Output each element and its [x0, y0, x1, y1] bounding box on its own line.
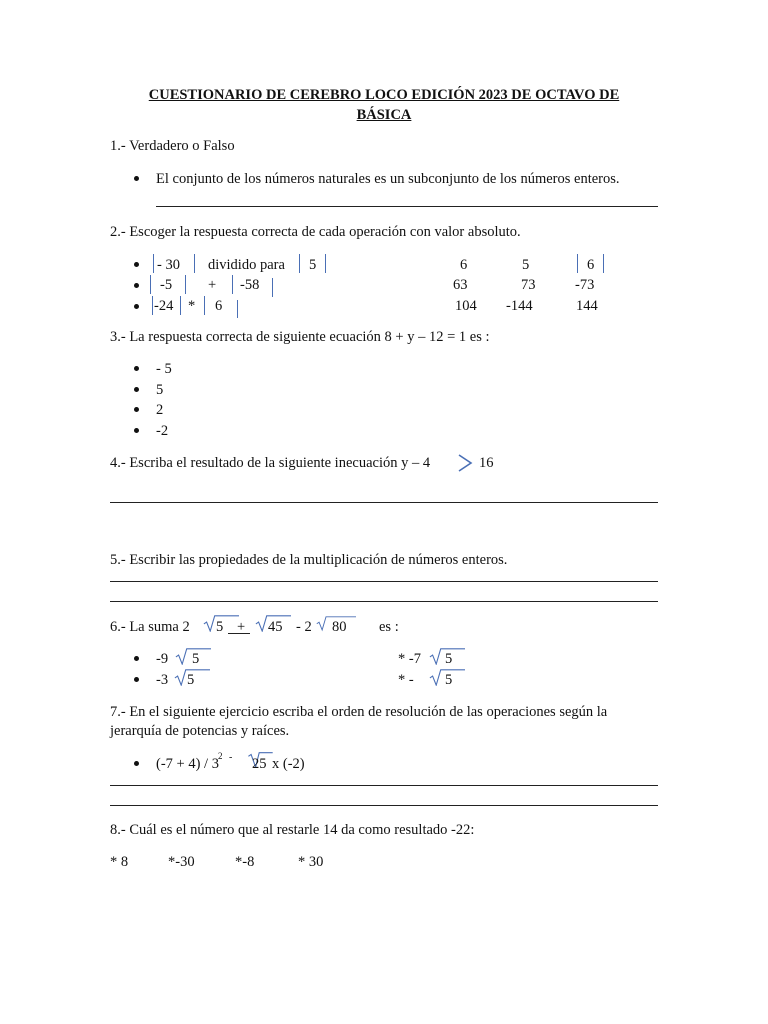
- q2-row2-opt3[interactable]: -73: [575, 277, 595, 293]
- bullet: [134, 677, 139, 682]
- bullet: [134, 387, 139, 392]
- question-7-line2: jerarquía de potencias y raíces.: [110, 723, 290, 739]
- question-5-label: 5.- Escribir las propiedades de la multiplicación de números enteros.: [110, 552, 508, 568]
- bullet: [134, 407, 139, 412]
- answer-line[interactable]: [110, 785, 658, 786]
- abs-bar: [150, 275, 151, 294]
- q2-row2-opt2[interactable]: 73: [521, 277, 536, 293]
- bullet: [134, 428, 139, 433]
- answer-line[interactable]: [110, 805, 658, 806]
- abs-bar: [180, 296, 181, 315]
- bullet: [134, 262, 139, 267]
- answer-line[interactable]: [110, 502, 658, 503]
- abs-bar: [299, 254, 300, 273]
- q6-option-c-coef[interactable]: * -7: [398, 651, 421, 667]
- q6-option-d-coef[interactable]: * -: [398, 672, 414, 688]
- q6-option-d-rad: 5: [445, 672, 453, 688]
- q6-option-a-rad: 5: [192, 651, 200, 667]
- q7-expression-start: (-7 + 4) / 3: [156, 756, 219, 772]
- abs-bar: [194, 254, 195, 273]
- question-1-statement: El conjunto de los números naturales es un subconjunto de los números enteros.: [156, 171, 620, 187]
- question-6-label-start: 6.- La suma 2: [110, 619, 190, 635]
- q3-option-4[interactable]: -2: [156, 423, 169, 439]
- q6-plus: +: [237, 619, 246, 635]
- bullet: [134, 761, 139, 766]
- q6-option-c-rad: 5: [445, 651, 453, 667]
- bullet: [134, 304, 139, 309]
- page-title: CUESTIONARIO DE CEREBRO LOCO EDICIÓN 2023 DE OCTAVO DE: [148, 87, 620, 103]
- q2-row2-opt1[interactable]: 63: [453, 277, 468, 293]
- abs-bar: [237, 300, 238, 318]
- answer-line[interactable]: [156, 206, 658, 207]
- question-7-line1: 7.- En el siguiente ejercicio escriba el orden de resolución de las operaciones según la: [110, 704, 608, 720]
- q2-row3-opt1[interactable]: 104: [455, 298, 477, 314]
- abs-bar: [185, 275, 186, 294]
- question-4-label: 4.- Escriba el resultado de la siguiente inecuación y – 4: [110, 455, 431, 471]
- q6-option-a-coef[interactable]: -9: [156, 651, 169, 667]
- question-4-rhs: 16: [479, 455, 494, 471]
- q2-row1-opt1[interactable]: 6: [460, 257, 468, 273]
- bullet: [134, 656, 139, 661]
- answer-line[interactable]: [110, 581, 658, 582]
- question-2-label: 2.- Escoger la respuesta correcta de cada operación con valor absoluto.: [110, 224, 521, 240]
- bullet: [134, 283, 139, 288]
- q8-option-3[interactable]: *-8: [235, 854, 255, 870]
- q6-option-b-coef[interactable]: -3: [156, 672, 169, 688]
- q7-dash: -: [229, 752, 233, 763]
- abs-bar: [272, 278, 273, 297]
- q2-row3-opt2[interactable]: -144: [506, 298, 533, 314]
- abs-bar: [232, 275, 233, 294]
- abs-bar: [152, 296, 153, 315]
- q2-row1-a: - 30: [157, 257, 180, 273]
- abs-bar: [577, 254, 578, 273]
- q6-radicand-1: 5: [216, 619, 224, 635]
- q7-radicand: 25: [252, 756, 267, 772]
- question-6-label-end: es :: [379, 619, 399, 635]
- q2-row2-b: -58: [240, 277, 260, 293]
- page-title-line2: BÁSICA: [356, 107, 412, 123]
- q2-row3-b: 6: [215, 298, 223, 314]
- greater-than-icon: [457, 454, 473, 472]
- q3-option-2[interactable]: 5: [156, 382, 164, 398]
- q3-option-3[interactable]: 2: [156, 402, 164, 418]
- q8-option-2[interactable]: *-30: [168, 854, 195, 870]
- q2-row2-op: +: [208, 277, 217, 293]
- question-8-label: 8.- Cuál es el número que al restarle 14 da como resultado -22:: [110, 822, 475, 838]
- q2-row1-opt2[interactable]: 5: [522, 257, 530, 273]
- abs-bar: [153, 254, 154, 273]
- q2-row1-b: 5: [309, 257, 317, 273]
- bullet: [134, 366, 139, 371]
- bullet: [134, 176, 139, 181]
- q2-row3-a: -24: [154, 298, 174, 314]
- q8-option-4[interactable]: * 30: [298, 854, 324, 870]
- abs-bar: [325, 254, 326, 273]
- q6-radicand-3: 80: [332, 619, 347, 635]
- q2-row1-op: dividido para: [208, 257, 285, 273]
- q7-expression-end: x (-2): [272, 756, 305, 772]
- q7-exponent: 2: [218, 751, 223, 761]
- q2-row3-op: *: [188, 298, 196, 314]
- q2-row3-opt3[interactable]: 144: [576, 298, 598, 314]
- q8-option-1[interactable]: * 8: [110, 854, 129, 870]
- q6-minus: - 2: [296, 619, 312, 635]
- q6-option-b-rad: 5: [187, 672, 195, 688]
- abs-bar: [603, 254, 604, 273]
- underline: [228, 633, 250, 634]
- q2-row1-opt3[interactable]: 6: [587, 257, 595, 273]
- answer-line[interactable]: [110, 601, 658, 602]
- q3-option-1[interactable]: - 5: [156, 361, 172, 377]
- abs-bar: [204, 296, 205, 315]
- question-3-label: 3.- La respuesta correcta de siguiente ecuación 8 + y – 12 = 1 es :: [110, 329, 490, 345]
- q6-radicand-2: 45: [268, 619, 283, 635]
- question-1-label: 1.- Verdadero o Falso: [110, 138, 235, 154]
- q2-row2-a: -5: [160, 277, 173, 293]
